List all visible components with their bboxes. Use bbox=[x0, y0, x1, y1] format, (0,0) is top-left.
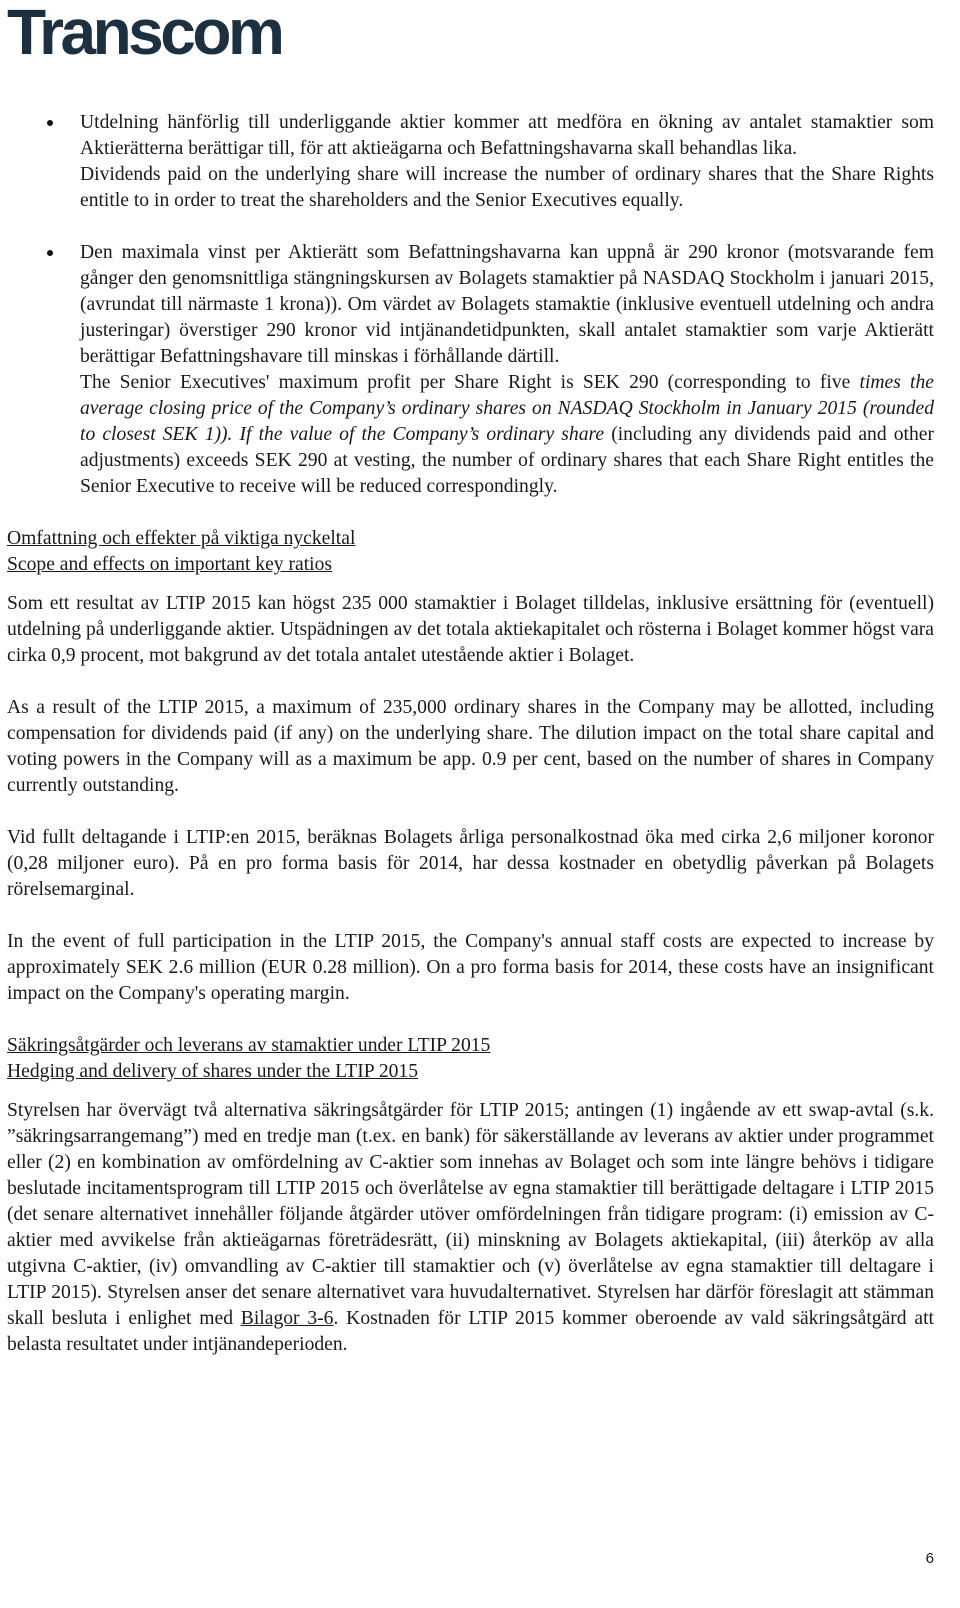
bullet-text-sv: Utdelning hänförlig till underliggande aktier kommer att medföra en ökning av antalet stamaktier som Aktierätterna berättigar till, för att aktieägarna och Befattningshavarna skall behandlas lika. bbox=[80, 112, 934, 159]
bullet-dot-icon bbox=[47, 120, 53, 126]
bullet-dot-icon bbox=[47, 250, 53, 256]
paragraph: Vid fullt deltagande i LTIP:en 2015, beräknas Bolagets årliga personalkostnad öka med cirka 2,6 miljoner koronor (0,28 miljoner euro). På en pro forma basis för 2014, har dessa kostnader en obetydlig påverkan på Bolagets rörelsemarginal. bbox=[7, 827, 934, 900]
document-body bbox=[7, 110, 934, 1358]
bullet-text-en-part: The Senior Executives' maximum profit per Share Right is SEK 290 (corresponding to five bbox=[80, 372, 851, 393]
bullet-text-en: Dividends paid on the underlying share will increase the number of ordinary shares that the Share Rights entitle to in order to treat the shareholders and the Senior Executives equally. bbox=[80, 164, 934, 211]
bullet-text-en bbox=[80, 370, 934, 500]
bullet-text-en-italic: times the average closing price of the Company’s ordinary shares on NASDAQ Stockholm in January 2015 (rounded to closest SEK 1)). If the value of the Company’s ordinary share bbox=[80, 372, 934, 445]
paragraph-text: Styrelsen har övervägt två alternativa säkringsåtgärder för LTIP 2015; antingen (1) ingående av ett swap-avtal (s.k. ”säkringsarrangemang”) med en tredje man (t.ex. en bank) för säkerställande av leverans av aktier under programmet eller (2) en kombination av omfördelning av C-aktier som innehas av Bolaget och som inte längre behövs i tidigare beslutade incitamentsprogram till LTIP 2015 och överlåtelse av egna stamaktier till berättigade deltagare i LTIP 2015 (det senare alternativet innehåller följande åtgärder utöver omfördelningen från tidigare program: (i) emission av C-aktier med avvikelse från aktieägarnas företrädesrätt, (ii) minskning av Bolagets aktiekapital, (iii) återköp av alla utgivna C-aktier, (iv) omvandling av C-aktier till stamaktier och (v) överlåtelse av egna stamaktier till deltagare i LTIP 2015). Styrelsen anser det senare alternativet vara huvudalternativet. Styrelsen har därför föreslagit att stämman skall besluta i enlighet med bbox=[7, 1100, 934, 1329]
paragraph: In the event of full participation in the LTIP 2015, the Company's annual staff costs are expected to increase by approximately SEK 2.6 million (EUR 0.28 million). On a pro forma basis for 2014, these costs have an insignificant impact on the Company's operating margin. bbox=[7, 931, 934, 1004]
appendix-link[interactable]: Bilagor 3-6 bbox=[240, 1308, 334, 1329]
section-heading-sv: Omfattning och effekter på viktiga nyckeltal bbox=[7, 528, 356, 549]
section-heading bbox=[7, 1033, 934, 1085]
section-heading-en: Scope and effects on important key ratios bbox=[7, 554, 333, 575]
section-heading-sv: Säkringsåtgärder och leverans av stamaktier under LTIP 2015 bbox=[7, 1035, 491, 1056]
page-number: 6 bbox=[925, 1550, 934, 1567]
bullet-item bbox=[7, 110, 934, 214]
paragraph: As a result of the LTIP 2015, a maximum of 235,000 ordinary shares in the Company may be allotted, including compensation for dividends paid (if any) on the underlying share. The dilution impact on the total share capital and voting powers in the Company will as a maximum be app. 0.9 per cent, based on the number of shares in Company currently outstanding. bbox=[7, 697, 934, 796]
paragraph-text: . Kostnaden för LTIP 2015 kommer oberoende av vald säkringsåtgärd att belasta resultatet under intjänandeperioden. bbox=[7, 1308, 934, 1355]
paragraph bbox=[7, 1098, 934, 1358]
paragraph: Som ett resultat av LTIP 2015 kan högst 235 000 stamaktier i Bolaget tilldelas, inklusive ersättning för (eventuell) utdelning på underliggande aktier. Utspädningen av det totala aktiekapitalet och rösterna i Bolaget kommer högst vara cirka 0,9 procent, mot bakgrund av det totala antalet utestående aktier i Bolaget. bbox=[7, 593, 934, 666]
bullet-text-en-part: (including any dividends paid and other adjustments) exceeds SEK 290 at vesting, the number of ordinary shares that each Share Right entitles the Senior Executive to receive will be reduced correspondingly. bbox=[80, 424, 934, 497]
bullet-text-sv: Den maximala vinst per Aktierätt som Befattningshavarna kan uppnå är 290 kronor (motsvarande fem gånger den genomsnittliga stängningskursen av Bolagets stamaktier på NASDAQ Stockholm i januari 2015, (avrundat till närmaste 1 krona)). Om värdet av Bolagets stamaktie (inklusive eventuell utdelning och andra justeringar) överstiger 290 kronor vid intjänandetidpunkten, skall antalet stamaktier som varje Aktierätt berättigar Befattningshavare till minskas i förhållande därtill. bbox=[80, 242, 934, 367]
section-heading-en: Hedging and delivery of shares under the LTIP 2015 bbox=[7, 1061, 419, 1082]
section-heading bbox=[7, 526, 934, 578]
bullet-item bbox=[7, 240, 934, 500]
transcom-logo: Transcom bbox=[7, 0, 282, 68]
